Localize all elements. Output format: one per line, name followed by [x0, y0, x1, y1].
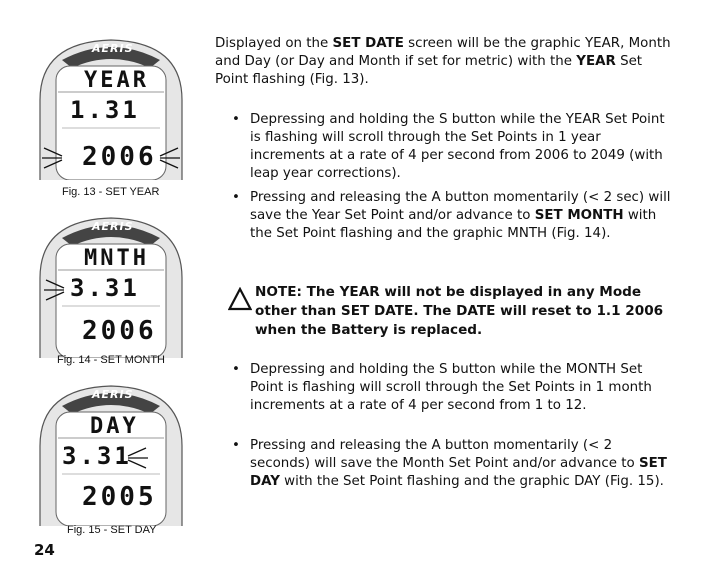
bullet-dot-icon: • [232, 112, 240, 127]
lcd-year: 2006 [82, 142, 157, 172]
intro-text: screen will be the graphic YEAR, Month and Day (or Day and Month if set for metric) with the [215, 36, 671, 69]
bullet-bold: SET MONTH [534, 208, 624, 223]
bullet-text: Depressing and holding the S button while the YEAR Set Point is flashing will scroll through the Set Points in 1 year increments at a rate of 4 per second from 2006 to 2049 (with leap year corrections). [250, 112, 665, 181]
lcd-date: 3.31 [70, 274, 140, 302]
lcd-label: DAY [90, 414, 139, 439]
brand-logo: AERIS [92, 42, 134, 55]
bullet-text-part: with the Set Point flashing and the graphic MNTH (Fig. 14). [250, 208, 657, 241]
note-text: NOTE: The YEAR will not be displayed in any Mode other than SET DATE. The DATE will reset to 1.1 2006 when the Battery is replaced. [255, 284, 664, 338]
warning-triangle-icon [228, 287, 252, 311]
lcd-date: 3.31 [62, 442, 132, 470]
lcd-label: YEAR [84, 68, 149, 93]
lcd-year: 2006 [82, 316, 157, 346]
intro-text: Set Point flashing (Fig. 13). [215, 54, 643, 87]
lcd-date: 1.31 [70, 96, 140, 124]
bullet-text: Depressing and holding the S button while the MONTH Set Point is flashing will scroll through the Set Points in 1 month increments at a rate of 4 per second from 1 to 12. [250, 362, 652, 413]
bullet-item [232, 189, 672, 243]
bullet-text-part: Pressing and releasing the A button momentarily (< 2 seconds) will save the Month Set Point and/or advance to [250, 438, 639, 471]
bullet-item [232, 361, 672, 415]
watch-figure-set-month [32, 208, 190, 358]
figure-caption: Fig. 13 - SET YEAR [62, 186, 160, 198]
lcd-year: 2005 [82, 482, 157, 512]
bullet-text [250, 437, 672, 491]
intro-text: Displayed on the [215, 36, 333, 51]
bullet-text [250, 189, 672, 243]
brand-logo: AERIS [92, 220, 134, 233]
figure-caption: Fig. 15 - SET DAY [67, 524, 157, 536]
bullet-dot-icon: • [232, 438, 240, 453]
bullet-dot-icon: • [232, 190, 240, 205]
figure-caption: Fig. 14 - SET MONTH [57, 354, 165, 366]
intro-bold: SET DATE [332, 36, 404, 51]
page-number: 24 [34, 541, 55, 559]
bullet-dot-icon: • [232, 362, 240, 377]
bullet-item [232, 437, 672, 491]
lcd-label: MNTH [84, 246, 149, 271]
intro-bold: YEAR [576, 54, 616, 69]
watch-figure-set-day [32, 376, 190, 526]
bullet-text-part: with the Set Point flashing and the graphic DAY (Fig. 15). [279, 474, 664, 489]
bullet-item [232, 111, 672, 183]
brand-logo: AERIS [92, 388, 134, 401]
intro-paragraph [215, 35, 675, 89]
watch-figure-set-year [32, 30, 190, 180]
bullet-bold: SET DAY [250, 456, 667, 489]
bullet-text-part: Pressing and releasing the A button momentarily (< 2 sec) will save the Year Set Point and/or advance to [250, 190, 671, 223]
note-box [228, 283, 678, 340]
